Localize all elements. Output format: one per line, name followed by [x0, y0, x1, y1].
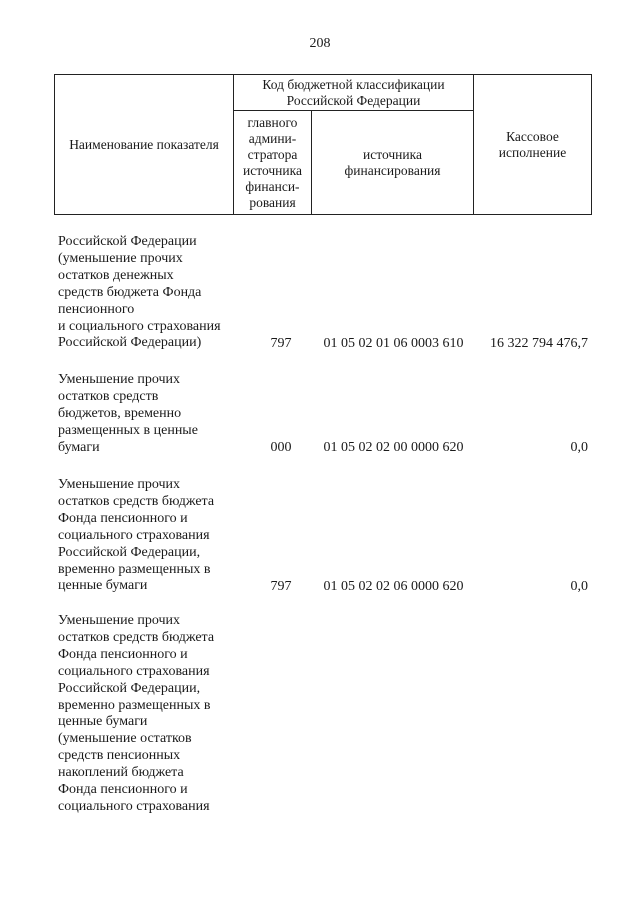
row-1-value: 16 322 794 476,7	[490, 336, 588, 351]
header-execution-column: Кассовое исполнение	[498, 128, 567, 160]
row-4-name: Уменьшение прочих остатков средств бюджета Фонда пенсионного и социального страхования Российской Федерации, временно размещенных в ценные бумаги (уменьшение остатков средств пенсионных накоплений бюджета Фонда пенсионного и социального страхования	[58, 613, 215, 814]
row-3-value: 0,0	[570, 579, 588, 594]
row-3-code: 01 05 02 02 06 0000 620	[323, 579, 464, 594]
header-name-column: Наименование показателя	[69, 136, 219, 152]
row-1-name: Российской Федерации (уменьшение прочих остатков денежных средств бюджета Фонда пенсионного и социального страхования Российской Федерации)	[58, 234, 221, 351]
row-2-name: Уменьшение прочих остатков средств бюджетов, временно размещенных в ценные бумаги	[58, 372, 198, 455]
row-2-code: 01 05 02 02 00 0000 620	[323, 440, 464, 455]
header-border-bottom	[54, 214, 592, 215]
row-2-value: 0,0	[570, 440, 588, 455]
row-1-admin: 797	[270, 336, 292, 351]
header-budget-code-group: Код бюджетной классификации Российской Федерации	[262, 76, 445, 108]
row-2-admin: 000	[270, 440, 292, 455]
header-admin-column: главного админи- стратора источника финанси- рования	[243, 114, 302, 210]
header-source-column: источника финансирования	[344, 146, 441, 178]
row-1-code: 01 05 02 01 06 0003 610	[323, 336, 464, 351]
header-border-right	[591, 74, 592, 215]
row-3-admin: 797	[270, 579, 292, 594]
page-number: 208	[309, 36, 331, 51]
row-3-name: Уменьшение прочих остатков средств бюджета Фонда пенсионного и социального страхования Российской Федерации, временно размещенных в ценные бумаги	[58, 477, 215, 594]
table-header	[54, 74, 592, 215]
